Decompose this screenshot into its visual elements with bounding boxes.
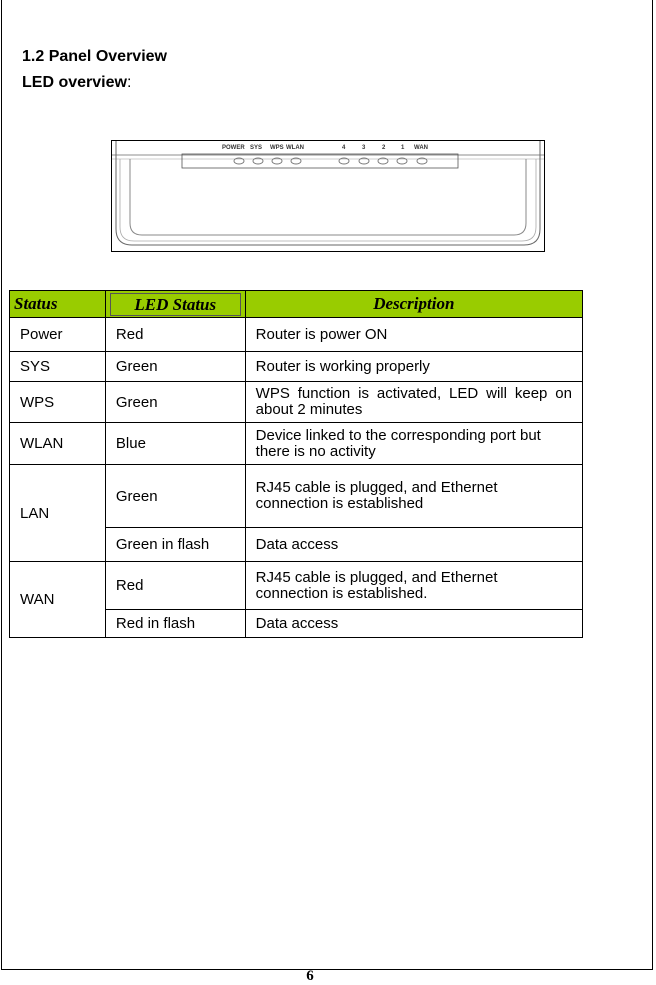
panel-label-wlan: WLAN — [286, 145, 304, 151]
panel-label-lan4: 4 — [342, 145, 346, 151]
header-description: Description — [245, 291, 582, 318]
table-row — [10, 382, 583, 423]
status-cell: WPS — [10, 382, 106, 423]
description-cell: RJ45 cable is plugged, and Ethernet connection is established — [245, 465, 582, 528]
status-cell: LAN — [10, 465, 106, 562]
led-cell: Red — [105, 562, 245, 610]
status-cell: WLAN — [10, 423, 106, 465]
table-row — [10, 318, 583, 352]
description-cell: WPS function is activated, LED will keep on about 2 minutes — [245, 382, 582, 423]
section-heading: 1.2 Panel Overview — [22, 48, 167, 65]
description-cell: Router is power ON — [245, 318, 582, 352]
table-header-row — [10, 291, 583, 318]
description-cell: Data access — [245, 610, 582, 638]
subsection-heading — [22, 73, 131, 93]
panel-label-sys: SYS — [250, 145, 263, 151]
table-row — [10, 423, 583, 465]
table-row — [10, 465, 583, 528]
status-cell: Power — [10, 318, 106, 352]
subsection-title: LED overview — [22, 74, 127, 91]
header-status: Status — [10, 291, 106, 318]
header-led-status-label: LED Status — [110, 293, 241, 316]
description-cell: Router is working properly — [245, 352, 582, 382]
router-front-panel-image — [111, 140, 545, 252]
panel-label-lan1: 1 — [401, 145, 405, 151]
header-led-status — [105, 291, 245, 318]
panel-label-power: POWER — [222, 145, 245, 151]
led-cell: Green — [105, 465, 245, 528]
table-row — [10, 352, 583, 382]
description-cell: Data access — [245, 528, 582, 562]
led-cell: Red — [105, 318, 245, 352]
status-cell: SYS — [10, 352, 106, 382]
panel-labels — [112, 145, 544, 155]
description-cell: RJ45 cable is plugged, and Ethernet connection is established. — [245, 562, 582, 610]
subsection-colon: : — [126, 74, 132, 91]
led-cell: Red in flash — [105, 610, 245, 638]
led-overview-table — [9, 290, 583, 638]
page-number: 6 — [306, 968, 314, 984]
panel-label-wps: WPS — [270, 145, 284, 151]
table-row — [10, 562, 583, 610]
router-panel-drawing — [112, 141, 544, 251]
panel-label-wan: WAN — [414, 145, 428, 151]
panel-label-lan2: 2 — [382, 145, 386, 151]
led-cell: Green — [105, 352, 245, 382]
led-cell: Green — [105, 382, 245, 423]
panel-label-lan3: 3 — [362, 145, 366, 151]
led-cell: Blue — [105, 423, 245, 465]
led-cell: Green in flash — [105, 528, 245, 562]
status-cell: WAN — [10, 562, 106, 638]
description-cell: Device linked to the corresponding port but there is no activity — [245, 423, 582, 465]
